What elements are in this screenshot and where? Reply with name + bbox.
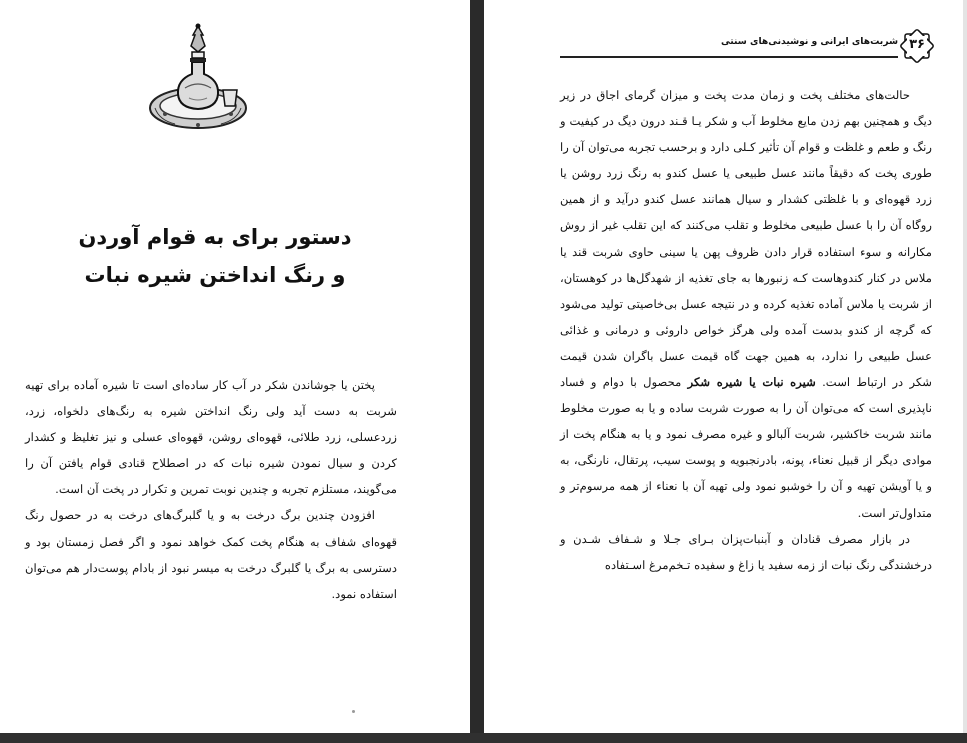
running-head [560,28,960,58]
book-gutter [470,0,484,743]
right-paragraph-1-text-b: محصول با دوام و فساد ناپذیری است که می‌توان آن را به صورت شربت ساده و یا به صورت مخلوط مانند شربت خاکشیر، شربت آلبالو و غیره مصرف نمود و یا به هنگام پخت از موادی دیگر از قبیل نعناء، پونه، بادرنجبویه و پوست سیب، پرتقال، نارنگی، به و یا آویشن تهیه و آن را خوشبو نمود ولی تهیه آن با نعناء از همه مرسوم‌تر و متداول‌تر است. [560,375,932,520]
print-speck [352,710,355,713]
right-page-body [560,82,932,578]
header-rule [560,56,898,58]
left-paragraph-2: افزودن چندین برگ درخت به و یا گلبرگ‌های درخت به در حصول رنگ قهوه‌ای شفاف به هنگام پخت کمک خواهد نمود و اگر فصل زمستان بود و دسترسی به برگ یا گلبرگ درخت به میسر نبود از بادام پوست‌دار هم می‌توان استفاده نمود. [25,508,397,601]
left-paragraph-1: پختن یا جوشاندن شکر در آب کار ساده‌ای است تا شیره آماده برای تهیه شربت به دست آید ولی رنگ انداختن شیره به رنگ‌های دلخواه، زرد، زردعسلی، زرد طلائی، قهوه‌ای روشن، قهوه‌ای عسلی و نیز تغلیظ و کشدار کردن و سیال نمودن شیره نبات که در اصطلاح قنادی قوام یافتن آن را می‌گویند، مستلزم تجربه و چندین نوبت تمرین و تکرار در پخت آن است. [25,378,397,497]
right-paragraph-1-text-a: حالت‌های مختلف پخت و زمان مدت پخت و میزان گرمای اجاق در زیر دیگ و همچنین بهم زدن مایع مخلوط آب و شکر یـا قـند درون دیگ در کیفیت و رنگ و طعم و غلظت و قوام آن تأثیر کـلی دارد و برحسب تجربه می‌توان آن را طوری پخت که دقیقاً مانند عسل طبیعی یا عسل کندو به رنگ زرد روشن یا زرد قهوه‌ای و با غلظتی کشدار و سیال همانند عسل کندو درآید و از همین روگاه آن را با عسل طبیعی مخلوط و تقلب می‌کنند که این تقلب غیر از روش مکارانه و سوء استفاده قرار دادن ظروف پهن یا سینی حاوی شربت قند یا ملاس در کنار کندوهاست کـه زنبورها به جای تغذیه از شهدگل‌ها در کوهستان، از شربت یا ملاس آماده تغذیه کرده و در نتیجه عسل بی‌خاصیتی تولید می‌شود که گرچه از کندو بدست آمده ولی هرگز خواص داروئی و درمانی و غذائی عسل طبیعی را ندارد، به همین جهت گاه قیمت عسل باگران شدن قیمت شکر در ارتباط است. [560,88,932,390]
right-page-edge [963,0,967,733]
right-paragraph-1-bold-term: شیره نبات یا شیره شکر [687,375,816,390]
decanter-on-tray-illustration-icon [145,22,255,134]
left-page-body [25,372,397,607]
chapter-title-line-2: و رنگ انداختن شیره نبات [84,263,346,287]
viewer-bottom-bar [0,733,967,743]
page-number: ۳۶ [909,37,925,52]
right-paragraph-2: در بازار مصرف قنادان و آبنبات‌پزان بـرای جـلا و شـفاف شـدن و درخشندگی رنگ نبات از زمه سفید یا زاغ و سفیده تـخم‌مرغ اسـتفاده [560,531,932,572]
running-head-title: شربت‌های ایرانی و نوشیدنی‌های سنتی [721,36,898,47]
chapter-title-line-1: دستور برای به قوام آوردن [78,225,352,249]
right-paragraph-1 [560,82,932,526]
chapter-title [40,218,390,294]
